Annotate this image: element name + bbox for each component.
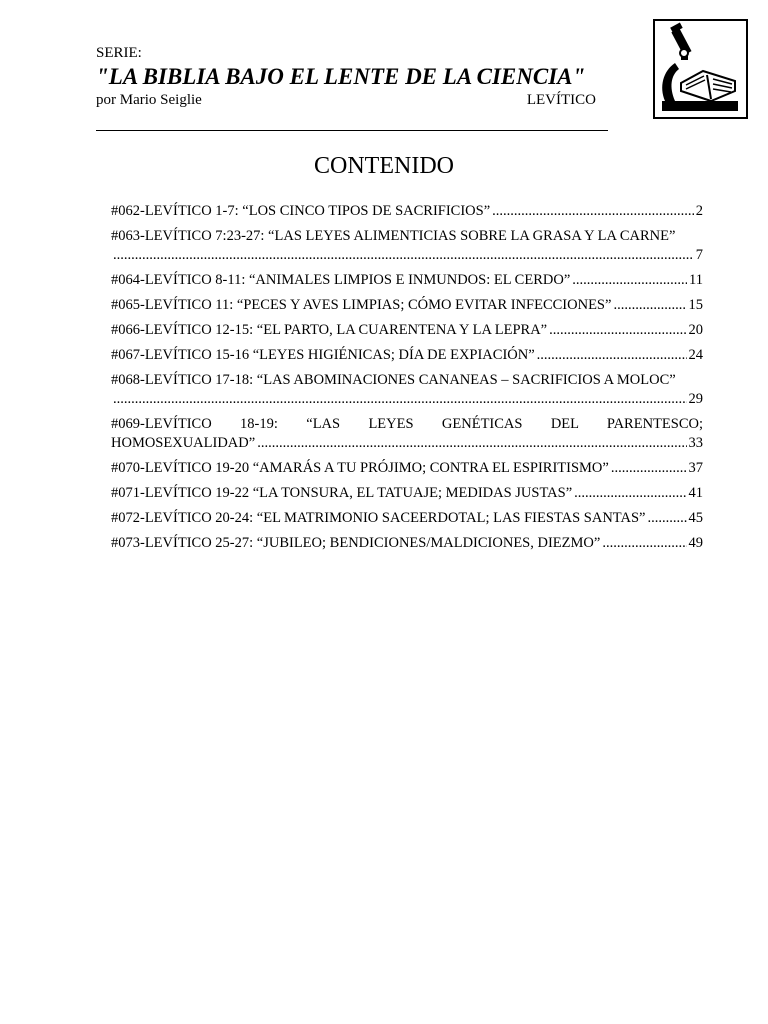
toc-entry-072 (111, 509, 703, 528)
toc-entry-073 (111, 534, 703, 553)
toc-entry-title: #069-LEVÍTICO 18-19: “LAS LEYES GENÉTICAS DEL PARENTESCO; (111, 416, 703, 432)
leader-dots (574, 484, 686, 503)
toc-page-number: 33 (688, 435, 703, 451)
book-name: LEVÍTICO (526, 92, 596, 108)
leader-dots (549, 321, 686, 340)
toc-entry-067 (111, 346, 703, 365)
leader-dots (572, 271, 687, 290)
toc-entry-title: #071-LEVÍTICO 19-22 “LA TONSURA, EL TATUAJE; MEDIDAS JUSTAS” (111, 485, 573, 501)
toc-entry-070 (111, 459, 703, 478)
toc-entry-065 (111, 296, 703, 315)
toc-entry-title: #062-LEVÍTICO 1-7: “LOS CINCO TIPOS DE SACRIFICIOS” (111, 203, 491, 219)
toc-entry-071 (111, 484, 703, 503)
leader-dots (257, 434, 686, 453)
logo-graphic (655, 21, 746, 117)
toc-page-number: 37 (688, 460, 703, 476)
toc-entry-068 (111, 371, 703, 409)
toc-page-number: 29 (688, 391, 703, 407)
byline (96, 91, 596, 109)
toc-page-number: 20 (688, 322, 703, 338)
toc-entry-title: #066-LEVÍTICO 12-15: “EL PARTO, LA CUARENTENA Y LA LEPRA” (111, 322, 548, 338)
leader-dots (647, 509, 686, 528)
toc-entry-066 (111, 321, 703, 340)
author: por Mario Seiglie (96, 92, 202, 108)
toc-page-number: 49 (688, 535, 703, 551)
toc-entry-064 (111, 271, 703, 290)
toc-page-number: 2 (695, 203, 703, 219)
serie-label: SERIE: (96, 45, 142, 61)
toc-page-number: 7 (695, 247, 703, 263)
leader-dots (492, 202, 694, 221)
microscope-bible-icon (653, 19, 748, 119)
leader-dots (602, 534, 686, 553)
toc-entry-title: #068-LEVÍTICO 17-18: “LAS ABOMINACIONES CANANEAS – SACRIFICIOS A MOLOC” (111, 372, 676, 388)
leader-dots (613, 296, 686, 315)
toc-entry-062 (111, 202, 703, 221)
toc-entry-title: #063-LEVÍTICO 7:23-27: “LAS LEYES ALIMENTICIAS SOBRE LA GRASA Y LA CARNE” (111, 228, 676, 244)
series-title: "LA BIBLIA BAJO EL LENTE DE LA CIENCIA" (96, 64, 586, 89)
toc-page-number: 11 (689, 272, 703, 288)
toc-entry-title: #064-LEVÍTICO 8-11: “ANIMALES LIMPIOS E INMUNDOS: EL CERDO” (111, 272, 571, 288)
leader-dots (113, 390, 687, 409)
toc-page-number: 24 (688, 347, 703, 363)
toc-page-number: 45 (688, 510, 703, 526)
toc-entry-title: #070-LEVÍTICO 19-20 “AMARÁS A TU PRÓJIMO; CONTRA EL ESPIRITISMO” (111, 460, 609, 476)
contents-heading: CONTENIDO (314, 153, 454, 179)
toc-entry-title: #073-LEVÍTICO 25-27: “JUBILEO; BENDICIONES/MALDICIONES, DIEZMO” (111, 535, 601, 551)
leader-dots (611, 459, 687, 478)
document-header (96, 44, 608, 109)
table-of-contents (111, 202, 703, 559)
toc-entry-069 (111, 415, 703, 453)
header-rule (96, 130, 608, 131)
toc-page-number: 41 (688, 485, 703, 501)
toc-entry-title: #072-LEVÍTICO 20-24: “EL MATRIMONIO SACEERDOTAL; LAS FIESTAS SANTAS” (111, 510, 646, 526)
toc-entry-063 (111, 227, 703, 265)
toc-entry-title: #067-LEVÍTICO 15-16 “LEYES HIGIÉNICAS; DÍA DE EXPIACIÓN” (111, 347, 535, 363)
toc-entry-title-continued: HOMOSEXUALIDAD” (111, 435, 256, 451)
leader-dots (537, 346, 687, 365)
leader-dots (113, 246, 694, 265)
toc-entry-title: #065-LEVÍTICO 11: “PECES Y AVES LIMPIAS; CÓMO EVITAR INFECCIONES” (111, 297, 612, 313)
toc-page-number: 15 (688, 297, 703, 313)
